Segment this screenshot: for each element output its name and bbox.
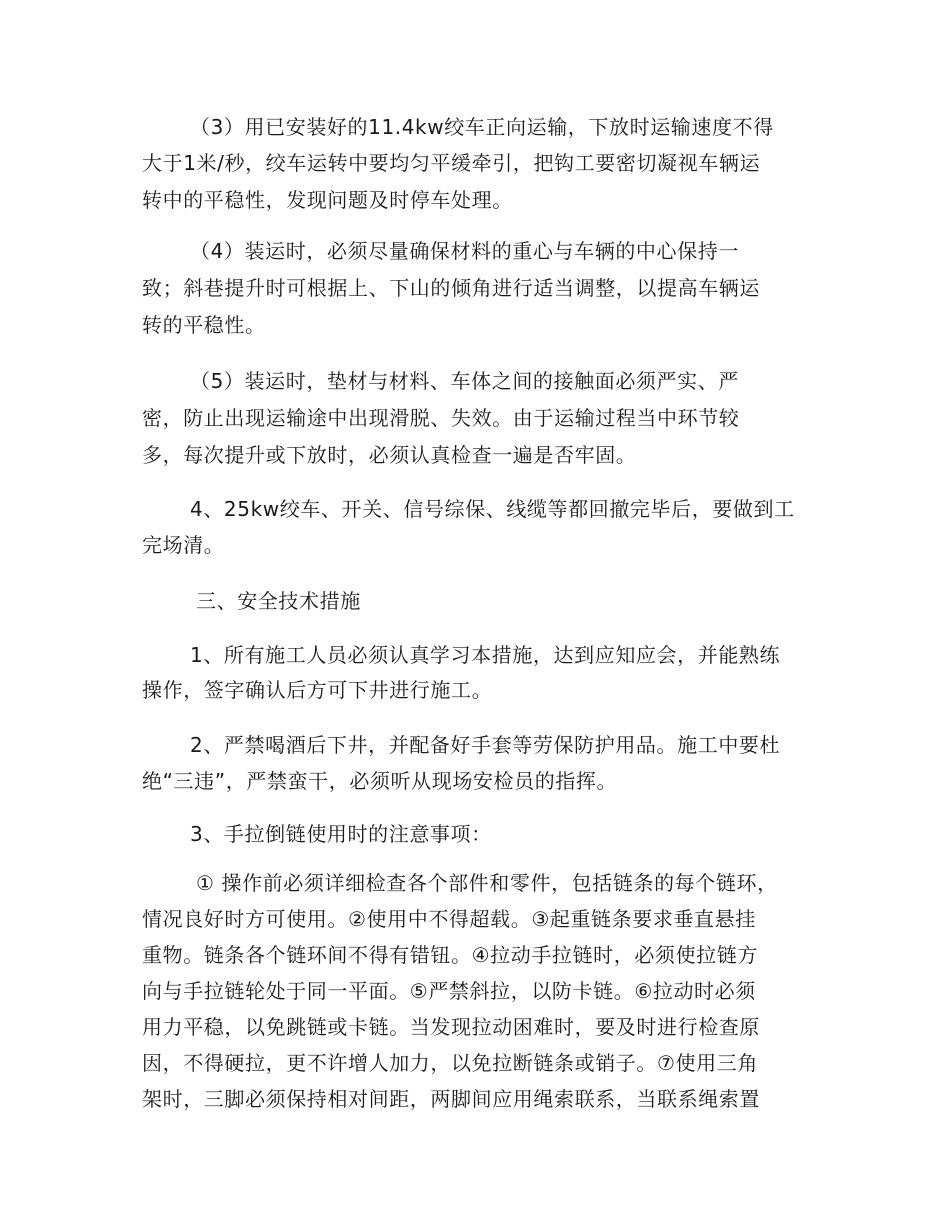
text-line: 用力平稳，以免跳链或卡链。当发现拉动困难时，要及时进行检查原 (142, 1015, 760, 1039)
text-line: 4、25kw绞车、开关、信号综保、线缆等都回撤完毕后，要做到工 (190, 497, 795, 521)
text-line: 重物。链条各个链环间不得有错钮。④拉动手拉链时，必须使拉链方 (142, 943, 758, 967)
text-line: （3）用已安装好的11.4kw绞车正向运输，下放时运输速度不得 (190, 115, 774, 139)
text-line: 密，防止出现运输途中出现滑脱、失效。由于运输过程当中环节较 (142, 406, 740, 430)
text-line: 2、严禁喝酒后下井，并配备好手套等劳保防护用品。施工中要杜 (190, 733, 781, 757)
text-line: 转的平稳性。 (142, 313, 266, 337)
text-line: 3、手拉倒链使用时的注意事项： (190, 822, 492, 846)
text-line: 操作，签字确认后方可下井进行施工。 (142, 678, 493, 702)
text-line: 多，每次提升或下放时，必须认真检查一遍是否牢固。 (142, 443, 637, 467)
text-line: 大于1米/秒，绞车运转中要均匀平缓牵引，把钩工要密切凝视车辆运 (142, 151, 761, 175)
text-line: 架时，三脚必须保持相对间距，两脚间应用绳索联系，当联系绳索置 (142, 1087, 760, 1111)
text-line: 绝“三违”，严禁蛮干，必须听从现场安检员的指挥。 (142, 769, 618, 793)
text-line: 因，不得硬拉，更不许增人加力，以免拉断链条或销子。⑦使用三角 (142, 1051, 758, 1075)
text-line: （5）装运时，垫材与材料、车体之间的接触面必须严实、严 (190, 369, 739, 393)
text-line: （4）装运时，必须尽量确保材料的重心与车辆的中心保持一 (190, 239, 739, 263)
text-line: 向与手拉链轮处于同一平面。⑤严禁斜拉，以防卡链。⑥拉动时必须 (142, 979, 756, 1003)
text-line: 致；斜巷提升时可根据上、下山的倾角进行适当调整，以提高车辆运 (142, 276, 760, 300)
text-line: 1、所有施工人员必须认真学习本措施，达到应知应会，并能熟练 (190, 643, 781, 667)
text-line: 情况良好时方可使用。②使用中不得超载。③起重链条要求垂直悬挂 (142, 907, 756, 931)
section-heading: 三、安全技术措施 (196, 589, 361, 613)
text-line: 转中的平稳性，发现问题及时停车处理。 (142, 188, 513, 212)
text-line: 完场清。 (142, 533, 225, 557)
text-line: ① 操作前必须详细检查各个部件和零件，包括链条的每个链环， (196, 871, 778, 895)
